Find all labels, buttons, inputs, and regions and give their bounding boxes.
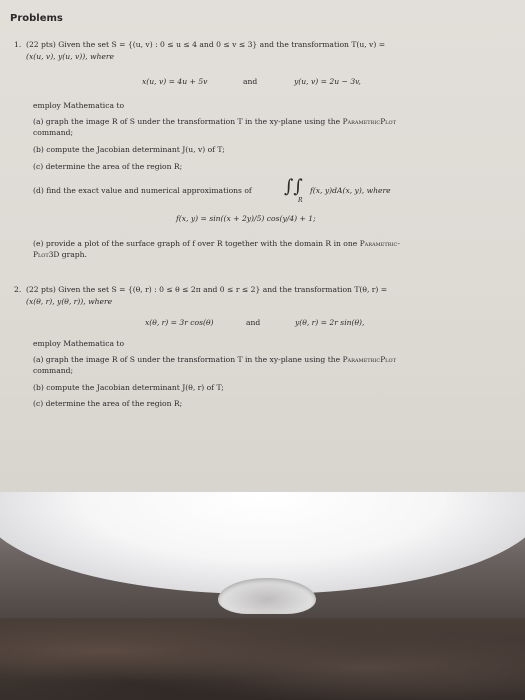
problem-1-eq-x: x(u, v) = 4u + 5v	[142, 77, 208, 86]
problem-1-part-e-text: (e) provide a plot of the surface graph of f over R together with the domain R in one	[33, 239, 358, 248]
problem-2-intro: (22 pts) Given the set S = {(θ, r) : 0 ≤ θ ≤ 2π and 0 ≤ r ≤ 2} and the transformation T(θ, r) =	[26, 285, 388, 294]
problem-2-eq-and: and	[246, 318, 261, 327]
problem-1-eq-y: y(u, v) = 2u − 3v,	[294, 77, 361, 86]
problem-2-part-a-text: (a) graph the image R of S under the transformation T in the xy-plane using the	[33, 355, 341, 364]
problem-1-part-d-cont: f(x, y)dA(x, y), where	[310, 186, 391, 195]
page-heading: Problems	[10, 13, 63, 24]
problem-2-intro-cont: (x(θ, r), y(θ, r)), where	[26, 297, 113, 306]
problem-1-part-e-cont	[33, 251, 87, 260]
problem-1-part-a-text: (a) graph the image R of S under the transformation T in the xy-plane using the	[33, 117, 341, 126]
problem-1-part-e	[33, 240, 400, 249]
problem-1-function-f: f(x, y) = sin((x + 2y)/5) cos(y/4) + 1;	[176, 214, 316, 223]
problem-2-employ: employ Mathematica to	[33, 339, 125, 348]
problem-1-part-b: (b) compute the Jacobian determinant J(u, v) of T;	[33, 145, 225, 154]
problem-1-part-e-command-cont: Plot3D	[33, 250, 60, 259]
problem-2-number: 2.	[14, 285, 22, 294]
device-window	[218, 578, 316, 614]
problem-1-number: 1.	[14, 40, 22, 49]
double-integral-sign: ∫∫	[284, 176, 303, 197]
integral-region-subscript: R	[298, 197, 303, 204]
problem-2-eq-y: y(θ, r) = 2r sin(θ),	[295, 318, 365, 327]
fabric-background	[0, 618, 525, 700]
problem-1-part-a-cont: command;	[33, 128, 74, 137]
problem-1-part-a	[33, 118, 396, 127]
problem-2-part-c: (c) determine the area of the region R;	[33, 399, 183, 408]
problem-1-part-a-command: ParametricPlot	[342, 117, 396, 126]
problem-1-employ: employ Mathematica to	[33, 101, 125, 110]
problem-2-part-a-command: ParametricPlot	[342, 355, 396, 364]
problem-1-intro: (22 pts) Given the set S = {(u, v) : 0 ≤ u ≤ 4 and 0 ≤ v ≤ 3} and the transformation T(u, v) =	[26, 40, 386, 49]
problem-1-part-e-command: Parametric-	[359, 239, 400, 248]
problem-1-eq-and: and	[243, 77, 258, 86]
device-below-paper	[0, 492, 525, 700]
problem-1-part-c: (c) determine the area of the region R;	[33, 162, 183, 171]
problem-1-part-e-end: graph.	[61, 250, 87, 259]
problem-2-part-a	[33, 356, 396, 365]
problem-1-intro-cont: (x(u, v), y(u, v)), where	[26, 52, 115, 61]
problem-2-eq-x: x(θ, r) = 3r cos(θ)	[145, 318, 214, 327]
problem-2-part-b: (b) compute the Jacobian determinant J(θ, r) of T;	[33, 383, 224, 392]
problem-2-part-a-cont: command;	[33, 366, 74, 375]
problem-1-part-d: (d) find the exact value and numerical approximations of	[33, 186, 252, 195]
